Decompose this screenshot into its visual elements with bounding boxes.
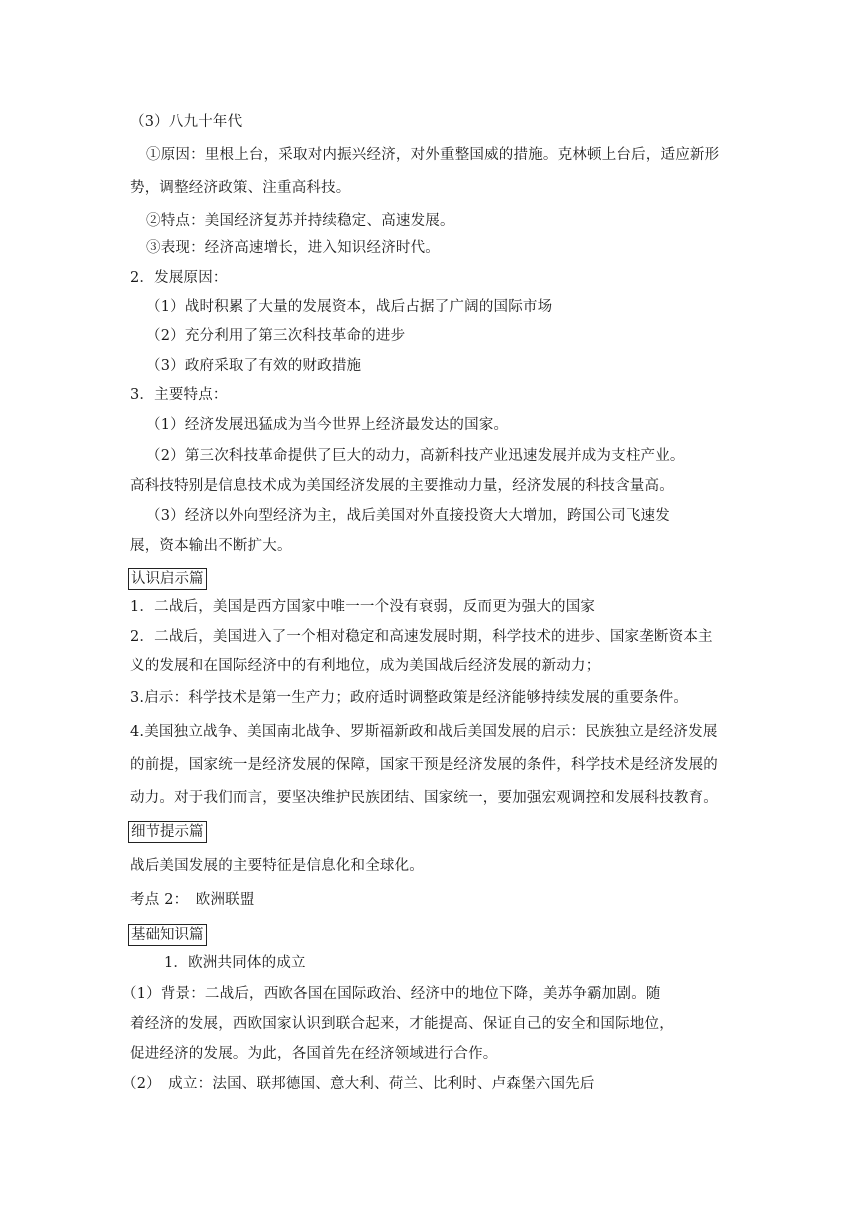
boxed-section-title: 细节提示篇	[128, 821, 207, 843]
paragraph-line: 展，资本输出不断扩大。	[130, 538, 292, 554]
boxed-section-title: 认识启示篇	[128, 568, 207, 590]
list-item: 2．二战后，美国进入了一个相对稳定和高速发展时期，科学技术的进步、国家垄断资本主	[130, 629, 713, 645]
section-heading: 1．欧洲共同体的成立	[164, 955, 306, 971]
paragraph-line: 促进经济的发展。为此，各国首先在经济领域进行合作。	[130, 1046, 498, 1062]
boxed-section-title: 基础知识篇	[128, 924, 207, 946]
list-item: （3）政府采取了有效的财政措施	[146, 358, 362, 374]
section-heading: 2．发展原因：	[130, 270, 228, 286]
paragraph-line: 的前提，国家统一是经济发展的保障，国家干预是经济发展的条件，科学技术是经济发展的	[130, 757, 718, 773]
list-item: （1）背景：二战后，西欧各国在国际政治、经济中的地位下降，美苏争霸加剧。随	[122, 986, 661, 1002]
section-heading: 3．主要特点：	[130, 387, 228, 403]
topic-heading: 考点 2： 欧洲联盟	[130, 892, 255, 908]
paragraph-line: ②特点：美国经济复苏并持续稳定、高速发展。	[146, 213, 455, 229]
paragraph-line: 着经济的发展，西欧国家认识到联合起来，才能提高、保证自己的安全和国际地位，	[130, 1016, 674, 1032]
paragraph-line: 义的发展和在国际经济中的有利地位，成为美国战后经济发展的新动力；	[130, 658, 601, 674]
paragraph-line: 战后美国发展的主要特征是信息化和全球化。	[130, 858, 424, 874]
paragraph-line: ①原因：里根上台，采取对内振兴经济，对外重整国威的措施。克林顿上台后，适应新形	[146, 147, 720, 163]
list-item: （3）经济以外向型经济为主，战后美国对外直接投资大大增加，跨国公司飞速发	[146, 508, 670, 524]
paragraph-line: 势，调整经济政策、注重高科技。	[130, 180, 351, 196]
list-item: （2）充分利用了第三次科技革命的进步	[146, 328, 406, 344]
paragraph-line: 动力。对于我们而言，要坚决维护民族团结、国家统一，要加强宏观调控和发展科技教育。	[130, 790, 718, 806]
list-item: （1）经济发展迅猛成为当今世界上经济最发达的国家。	[146, 417, 509, 433]
paragraph-line: 高科技特别是信息技术成为美国经济发展的主要推动力量，经济发展的科技含量高。	[130, 478, 674, 494]
list-item: （2）第三次科技革命提供了巨大的动力，高新科技产业迅速发展并成为支柱产业。	[146, 448, 685, 464]
paragraph-line: ③表现：经济高速增长，进入知识经济时代。	[146, 240, 440, 256]
list-item: 4.美国独立战争、美国南北战争、罗斯福新政和战后美国发展的启示：民族独立是经济发展	[130, 724, 718, 740]
list-item: 3.启示：科学技术是第一生产力；政府适时调整政策是经济能够持续发展的重要条件。	[130, 690, 689, 706]
list-item: （2） 成立：法国、联邦德国、意大利、荷兰、比利时、卢森堡六国先后	[122, 1076, 595, 1092]
heading-1990s: （3）八九十年代	[130, 114, 243, 130]
list-item: 1．二战后，美国是西方国家中唯一一个没有衰弱，反而更为强大的国家	[130, 599, 596, 615]
list-item: （1）战时积累了大量的发展资本，战后占据了广阔的国际市场	[146, 299, 553, 315]
